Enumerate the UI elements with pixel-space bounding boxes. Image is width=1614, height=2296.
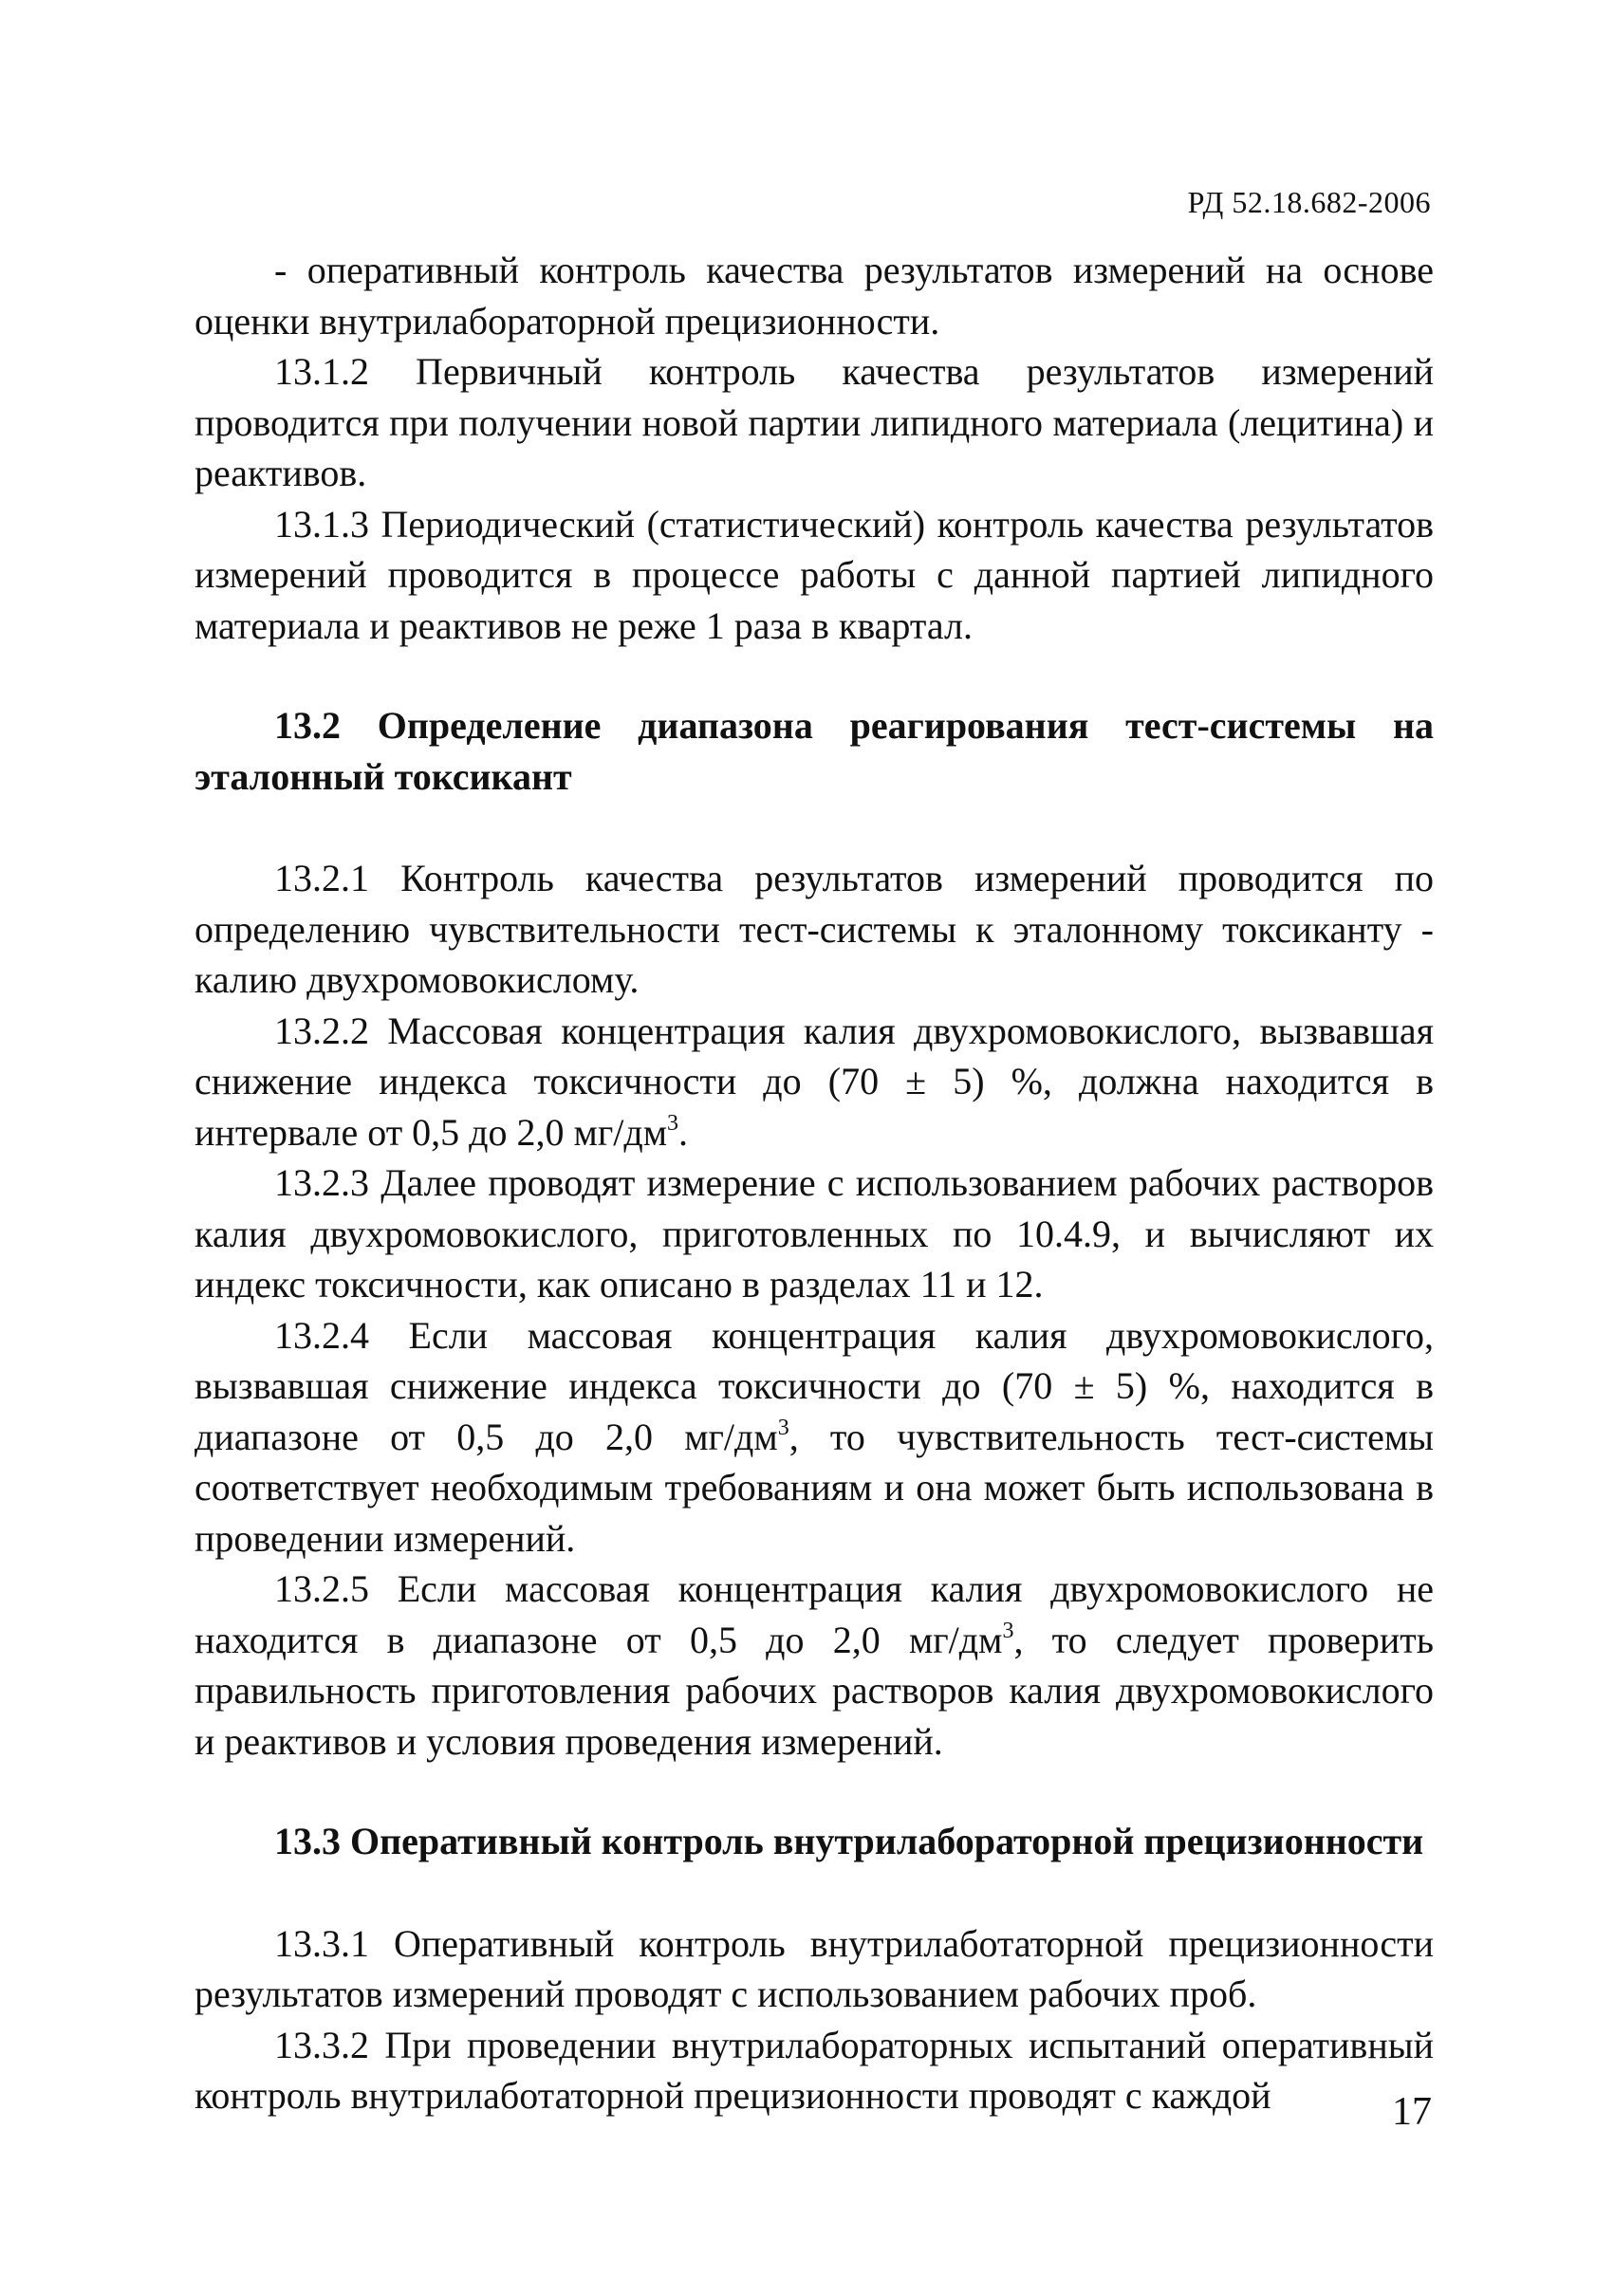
paragraph-13-3-2: 13.3.2 При проведении внутрилабораторных испытаний оперативный контроль внутрилаботаторной прецизионности проводят с каждой: [195, 2023, 1434, 2117]
page-body: [195, 245, 1434, 2121]
paragraph-13-2-5: [195, 1564, 1434, 1767]
spacer: [195, 651, 1434, 700]
paragraph-text-cont: , то чувствительность тест-системы соответствует необходимым требованиям и она может быть использована в проведении измерений.: [195, 1415, 1435, 1560]
paragraph-13-2-1: 13.2.1 Контроль качества результатов измерений проводится по определению чувствительности тест-системы к эталонному токсиканту - калию двухромовокислому.: [195, 857, 1434, 1001]
paragraph-13-2-4: [195, 1310, 1434, 1565]
paragraph-operational-control: - оперативный контроль качества результатов измерений на основе оценки внутрилабораторной прецизионности.: [195, 249, 1434, 343]
page-number: 17: [1392, 2090, 1432, 2134]
paragraph-text-end: .: [678, 1110, 689, 1154]
spacer: [195, 1867, 1434, 1918]
paragraph-13-2-3: 13.2.3 Далее проводят измерение с использованием рабочих растворов калия двухромовокислого, приготовленных по 10.4.9, и вычисляют их индекс токсичности, как описано в разделах 11 и 12.: [195, 1161, 1434, 1305]
spacer: [195, 802, 1434, 853]
paragraph-text-cont: , то следует проверить правильность приготовления рабочих растворов калия двухромовокислого и реактивов и условия проведения измерений.: [195, 1618, 1434, 1763]
paragraph-text: 13.2.2 Массовая концентрация калия двухромовокислого, вызвавшая снижение индекса токсичности до (70 ± 5) %, должна находится в интервале от 0,5 до 2,0 мг/дм: [195, 1009, 1434, 1154]
paragraph-13-1-2: 13.1.2 Первичный контроль качества результатов измерений проводится при получении новой партии липидного материала (лецитина) и реактивов.: [195, 350, 1434, 494]
paragraph-text: 13.2.4 Если массовая концентрация калия двухромовокислого, вызвавшая снижение индекса токсичности до (70 ± 5) %, находится в диапазоне от 0,5 до 2,0 мг/дм: [195, 1313, 1434, 1458]
document-code: РД 52.18.682-2006: [1187, 185, 1431, 219]
superscript: 3: [777, 1415, 789, 1440]
section-heading-13-2: 13.2 Определение диапазона реагирования тест-системы на эталонный токсикант: [195, 704, 1434, 798]
superscript: 3: [1002, 1618, 1014, 1643]
spacer: [195, 1767, 1434, 1816]
superscript: 3: [667, 1110, 679, 1136]
section-heading-13-3: 13.3 Оперативный контроль внутрилабораторной прецизионности: [274, 1820, 1424, 1862]
paragraph-13-1-3: 13.1.3 Периодический (статистический) контроль качества результатов измерений проводится в процессе работы с данной партией липидного материала и реактивов не реже 1 раза в квартал.: [195, 502, 1434, 647]
paragraph-text: 13.2.5 Если массовая концентрация калия двухромовокислого не находится в диапазоне от 0,5 до 2,0 мг/дм: [195, 1567, 1434, 1661]
paragraph-13-3-1: 13.3.1 Оперативный контроль внутрилаботаторной прецизионности результатов измерений проводят с использованием рабочих проб.: [195, 1921, 1434, 2015]
paragraph-13-2-2: [195, 1006, 1434, 1158]
